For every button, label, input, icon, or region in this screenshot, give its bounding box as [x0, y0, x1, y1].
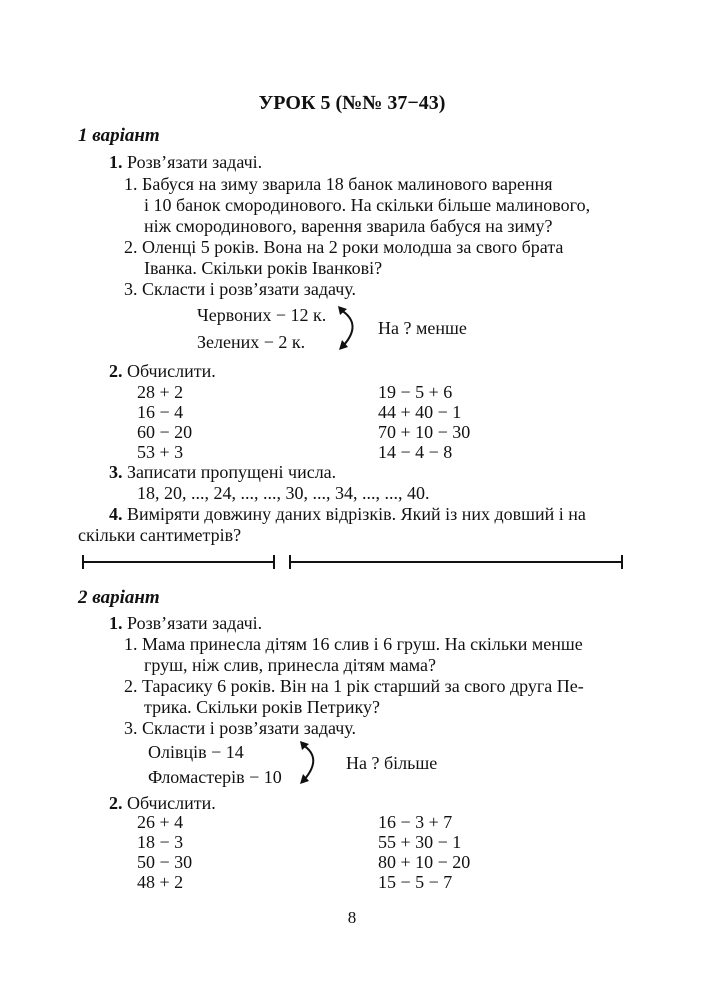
v1-calc-left-4: 53 + 3	[137, 442, 184, 462]
v2-calc-left-3: 50 − 30	[137, 852, 193, 872]
v2-calc-right-1: 16 − 3 + 7	[378, 812, 453, 832]
v2-calc-right-2: 55 + 30 − 1	[378, 832, 462, 852]
task-number: 2.	[109, 793, 123, 813]
page-title: УРОК 5 (№№ 37−43)	[258, 92, 446, 114]
curved-arrow-icon	[297, 740, 331, 786]
v1-problem-3: 3. Скласти і розв’язати задачу.	[124, 279, 357, 299]
variant-1-heading: 1 варіант	[78, 125, 160, 146]
v1-scheme-line-2: Зелених − 2 к.	[197, 332, 306, 352]
v1-scheme-question: На ? менше	[378, 318, 467, 338]
task-number: 1.	[109, 152, 123, 172]
v1-task-2	[109, 361, 216, 381]
task-number: 4.	[109, 504, 123, 524]
task-number: 2.	[109, 361, 123, 381]
v2-calc-right-4: 15 − 5 − 7	[378, 872, 453, 892]
v1-calc-right-2: 44 + 40 − 1	[378, 402, 462, 422]
v2-calc-left-4: 48 + 2	[137, 872, 184, 892]
v2-problem-3: 3. Скласти і розв’язати задачу.	[124, 718, 357, 738]
v1-scheme-line-1: Червоних − 12 к.	[197, 305, 327, 325]
v1-task-1	[109, 152, 262, 172]
v2-problem-1-line-2: груш, ніж слив, принесла дітям мама?	[144, 655, 436, 675]
task-text: Розв’язати задачі.	[127, 613, 263, 633]
v1-problem-1-line-2: і 10 банок смородинового. На скільки більше малинового,	[144, 195, 591, 215]
v2-calc-left-1: 26 + 4	[137, 812, 184, 832]
v1-calc-right-4: 14 − 4 − 8	[378, 442, 453, 462]
v2-problem-2-line-1: 2. Тарасику 6 років. Він на 1 рік старший за свого друга Пе-	[124, 676, 584, 696]
v2-calc-right-3: 80 + 10 − 20	[378, 852, 471, 872]
task-text: Виміряти довжину даних відрізків. Який із них довший і на	[127, 504, 586, 524]
v1-calc-left-1: 28 + 2	[137, 382, 184, 402]
v2-problem-1-line-1: 1. Мама принесла дітям 16 слив і 6 груш. На скільки менше	[124, 634, 583, 654]
v1-problem-1-line-1: 1. Бабуся на зиму зварила 18 банок малинового варення	[124, 174, 553, 194]
variant-2-heading: 2 варіант	[78, 587, 160, 608]
task-number: 3.	[109, 462, 123, 482]
task-text: Записати пропущені числа.	[127, 462, 337, 482]
curved-arrow-icon	[335, 304, 375, 352]
v2-problem-2-line-2: трика. Скільки років Петрику?	[144, 697, 380, 717]
v1-problem-1-line-3: ніж смородинового, варення зварила бабуся на зиму?	[144, 216, 553, 236]
v1-calc-left-3: 60 − 20	[137, 422, 193, 442]
v2-scheme-line-2: Фломастерів − 10	[148, 767, 282, 787]
v1-task-4-line-2: скільки сантиметрів?	[78, 525, 242, 545]
v1-task-4-line-1	[109, 504, 586, 524]
v1-number-sequence: 18, 20, ..., 24, ..., ..., 30, ..., 34, ..., ..., 40.	[137, 483, 430, 503]
v2-task-1	[109, 613, 262, 633]
task-text: Обчислити.	[127, 793, 216, 813]
v1-problem-2-line-2: Іванка. Скільки років Іванкові?	[144, 258, 383, 278]
v2-calc-left-2: 18 − 3	[137, 832, 184, 852]
v2-scheme-question: На ? більше	[346, 753, 438, 773]
v2-task-2	[109, 793, 216, 813]
v1-task-3	[109, 462, 336, 482]
v1-calc-left-2: 16 − 4	[137, 402, 184, 422]
v2-scheme-line-1: Олівців − 14	[148, 742, 244, 762]
v1-calc-right-3: 70 + 10 − 30	[378, 422, 471, 442]
task-text: Розв’язати задачі.	[127, 152, 263, 172]
task-number: 1.	[109, 613, 123, 633]
v1-calc-right-1: 19 − 5 + 6	[378, 382, 453, 402]
task-text: Обчислити.	[127, 361, 216, 381]
page-number: 8	[347, 908, 357, 927]
v1-problem-2-line-1: 2. Оленці 5 років. Вона на 2 роки молодша за свого брата	[124, 237, 564, 257]
